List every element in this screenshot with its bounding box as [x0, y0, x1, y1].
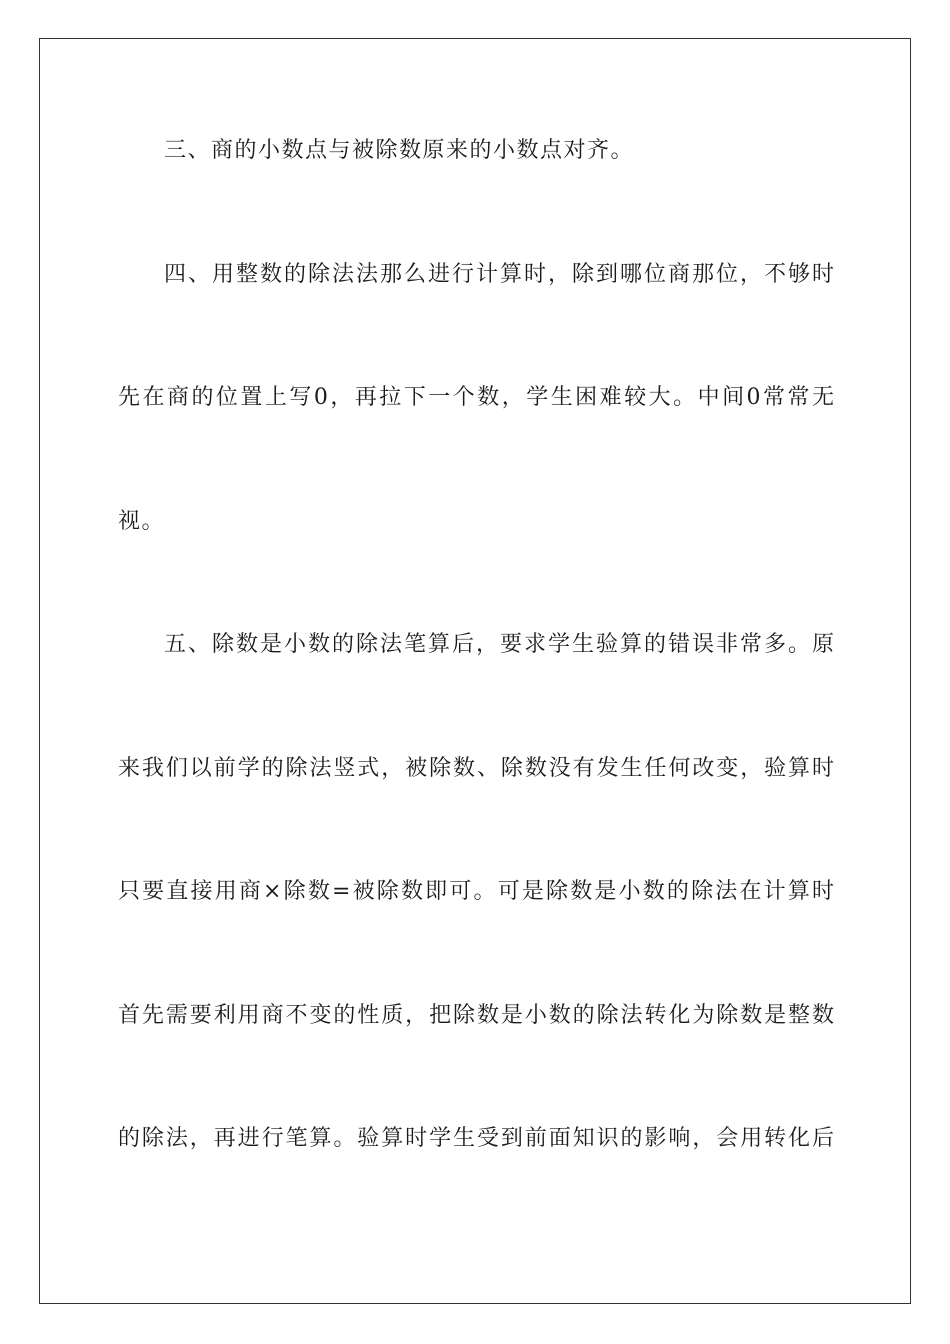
paragraph-line: 首先需要利用商不变的性质，把除数是小数的除法转化为除数是整数	[118, 1003, 834, 1028]
paragraph-line: 的除法，再进行笔算。验算时学生受到前面知识的影响，会用转化后	[118, 1126, 834, 1151]
paragraph-line: 三、商的小数点与被除数原来的小数点对齐。	[164, 138, 635, 163]
paragraph-line: 视。	[118, 509, 166, 534]
paragraph-line: 四、用整数的除法法那么进行计算时，除到哪位商那位，不够时	[164, 262, 834, 287]
paragraph-line: 先在商的位置上写0，再拉下一个数，学生困难较大。中间0常常无	[118, 385, 834, 410]
paragraph-line: 五、除数是小数的除法笔算后，要求学生验算的错误非常多。原	[164, 632, 834, 657]
paragraph-line: 来我们以前学的除法竖式，被除数、除数没有发生任何改变，验算时	[118, 756, 834, 781]
page-border	[39, 38, 911, 1304]
paragraph-line: 只要直接用商×除数=被除数即可。可是除数是小数的除法在计算时	[118, 879, 834, 904]
